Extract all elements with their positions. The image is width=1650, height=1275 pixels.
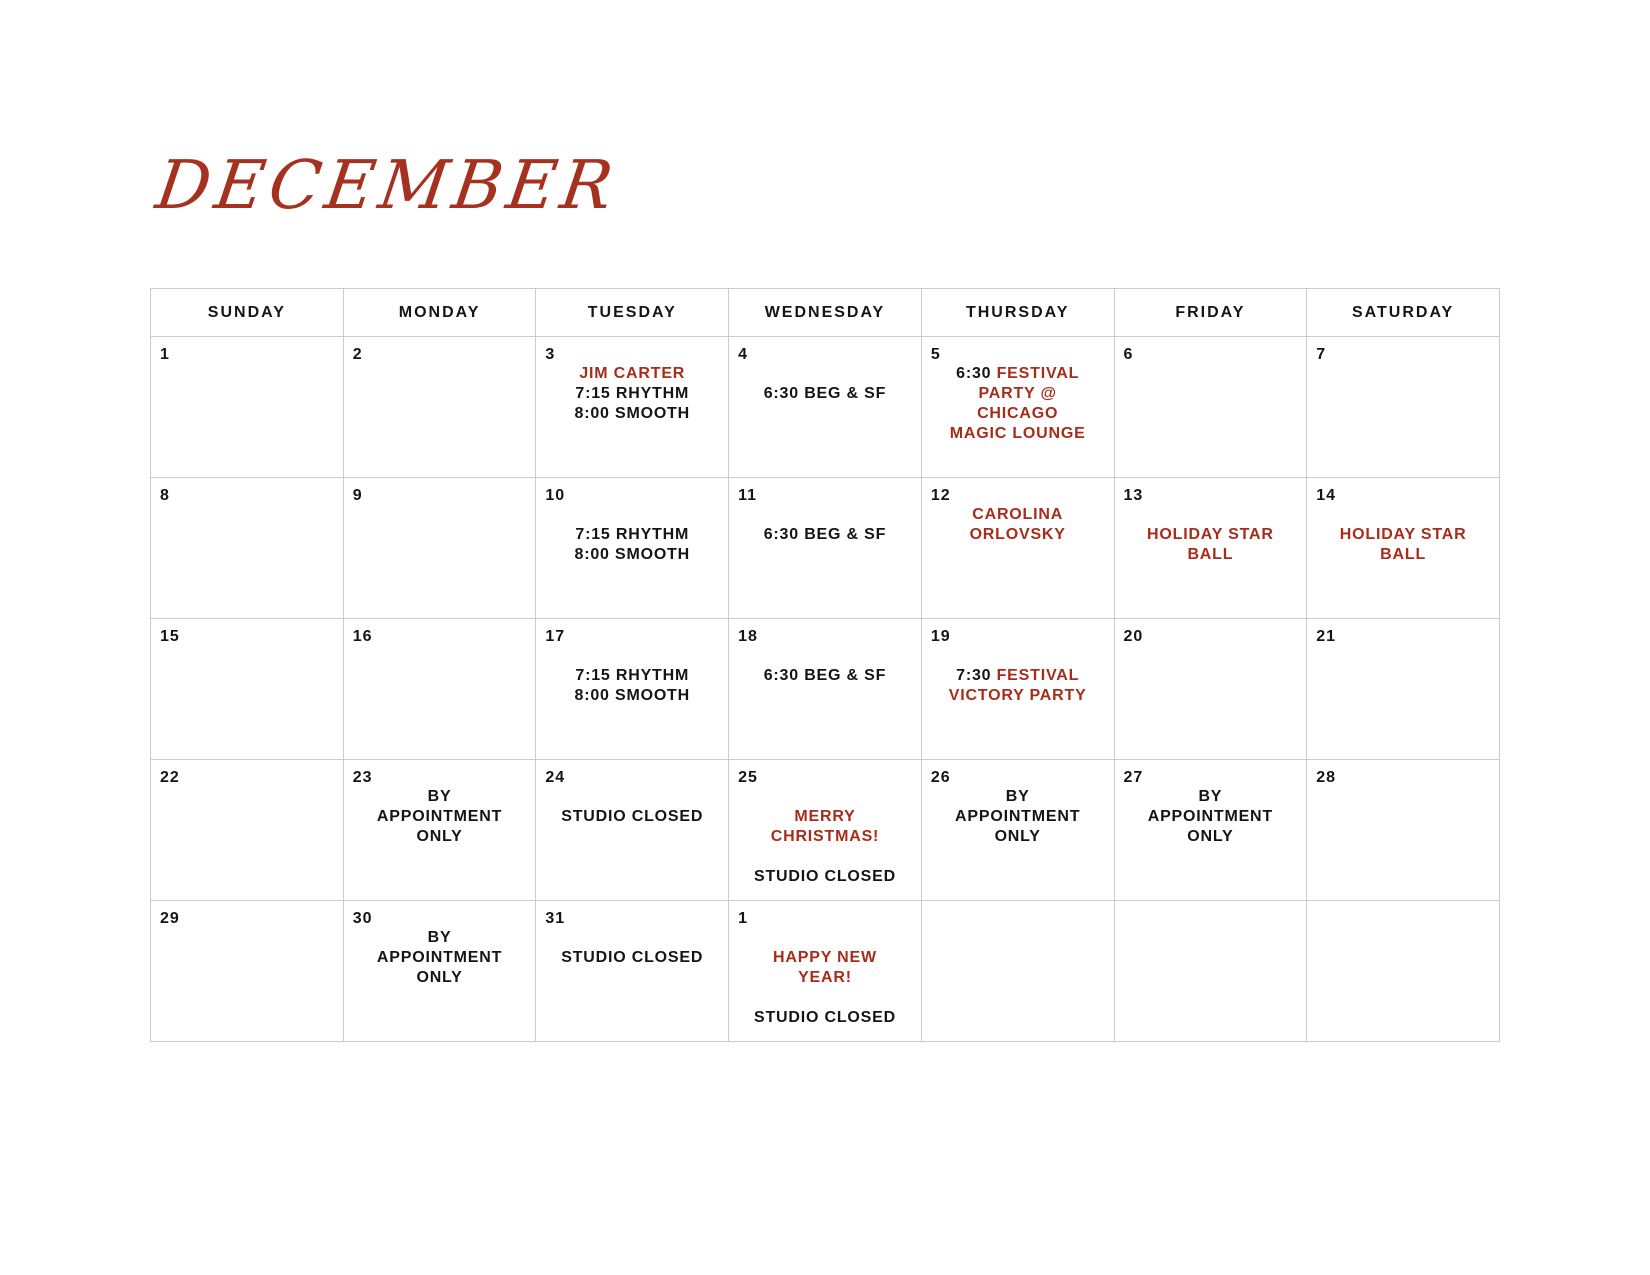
event-line	[734, 867, 916, 887]
calendar-cell-day-2	[343, 337, 536, 478]
event-line	[927, 666, 1109, 686]
blank-line	[734, 505, 916, 525]
calendar-cell-day-19	[921, 619, 1114, 760]
blank-line	[1120, 505, 1302, 525]
calendar-cell-day-6	[1114, 337, 1307, 478]
day-events	[729, 928, 921, 1028]
event-segment: STUDIO CLOSED	[561, 808, 704, 825]
calendar-cell-day-8	[151, 478, 344, 619]
calendar-cell-day-4	[729, 337, 922, 478]
day-number: 4	[738, 346, 749, 363]
blank-line	[734, 787, 916, 807]
day-number: 22	[160, 769, 180, 786]
calendar-cell-day-21	[1307, 619, 1500, 760]
calendar-cell-day-12	[921, 478, 1114, 619]
calendar-cell-day-22	[151, 760, 344, 901]
event-segment: BY	[427, 788, 452, 805]
day-events	[536, 928, 728, 968]
day-events	[729, 505, 921, 545]
event-line	[927, 827, 1109, 847]
event-segment: BALL	[1380, 546, 1427, 563]
day-number: 23	[352, 769, 373, 786]
event-segment: 7:15 RHYTHM	[575, 385, 690, 402]
event-line	[734, 384, 916, 404]
event-segment: 7:15 RHYTHM	[575, 667, 690, 684]
event-segment: 7:15 RHYTHM	[575, 526, 690, 543]
event-line	[734, 807, 916, 827]
calendar-cell-day-18	[729, 619, 922, 760]
calendar-cell-day-16	[343, 619, 536, 760]
event-line	[927, 404, 1109, 424]
event-segment: ONLY	[1187, 828, 1234, 845]
blank-line	[734, 988, 916, 1008]
event-line	[734, 1008, 916, 1028]
blank-line	[541, 928, 723, 948]
calendar-cell-day-7	[1307, 337, 1500, 478]
calendar-cell-day-5	[921, 337, 1114, 478]
event-segment: HOLIDAY STAR	[1339, 526, 1467, 543]
event-line	[734, 827, 916, 847]
event-segment: 6:30	[956, 365, 997, 382]
event-line	[1120, 525, 1302, 545]
calendar-cell-day-27	[1114, 760, 1307, 901]
weekday-header-saturday: SATURDAY	[1307, 289, 1500, 337]
calendar-cell-day-20	[1114, 619, 1307, 760]
day-events	[922, 505, 1114, 545]
event-segment: APPOINTMENT	[376, 808, 503, 825]
day-number: 29	[160, 910, 180, 927]
weekday-header-monday: MONDAY	[343, 289, 536, 337]
day-events	[536, 646, 728, 706]
event-segment: HOLIDAY STAR	[1147, 526, 1274, 543]
event-line	[541, 525, 723, 545]
calendar-cell-day-14	[1307, 478, 1500, 619]
event-line	[927, 787, 1109, 807]
event-segment: 6:30 BEG & SF	[763, 385, 887, 402]
calendar-cell-day-28	[1307, 760, 1500, 901]
event-segment: BY	[427, 929, 452, 946]
calendar-week-row	[151, 478, 1500, 619]
calendar-week-row	[151, 337, 1500, 478]
day-number: 10	[545, 487, 566, 504]
event-line	[349, 787, 531, 807]
day-number: 19	[930, 628, 951, 645]
event-line	[1120, 807, 1302, 827]
blank-line	[1312, 505, 1494, 525]
event-line	[349, 948, 531, 968]
calendar-cell-day-15	[151, 619, 344, 760]
calendar-cell-day-31	[536, 901, 729, 1042]
day-number: 28	[1316, 769, 1337, 786]
weekday-header-friday: FRIDAY	[1114, 289, 1307, 337]
event-line	[541, 948, 723, 968]
event-segment: 8:00 SMOOTH	[574, 405, 690, 422]
day-number: 26	[930, 769, 951, 786]
calendar-table	[150, 288, 1500, 1042]
event-segment: APPOINTMENT	[955, 808, 1081, 825]
event-segment: HAPPY NEW	[773, 949, 877, 966]
day-events	[922, 364, 1114, 444]
day-number: 14	[1316, 487, 1337, 504]
event-line	[1312, 525, 1494, 545]
event-line	[927, 686, 1109, 706]
day-events	[536, 787, 728, 827]
day-number: 25	[738, 769, 758, 786]
event-segment: BALL	[1187, 546, 1234, 563]
day-number: 31	[545, 910, 566, 927]
day-events	[1307, 505, 1499, 565]
event-line	[1120, 827, 1302, 847]
calendar-cell-day-13	[1114, 478, 1307, 619]
day-number: 5	[930, 346, 941, 363]
event-line	[734, 525, 916, 545]
day-events	[344, 787, 536, 847]
event-line	[541, 384, 723, 404]
event-segment: ONLY	[416, 828, 463, 845]
day-number: 21	[1316, 628, 1337, 645]
day-number: 7	[1316, 346, 1327, 363]
event-segment: STUDIO CLOSED	[561, 949, 704, 966]
event-line	[541, 545, 723, 565]
calendar-week-row	[151, 760, 1500, 901]
event-segment: VICTORY PARTY	[948, 687, 1087, 704]
event-segment: 6:30 BEG & SF	[763, 526, 887, 543]
calendar-cell-day-1	[151, 337, 344, 478]
event-segment: BY	[1005, 788, 1030, 805]
event-segment: 6:30 BEG & SF	[763, 667, 887, 684]
day-number: 16	[352, 628, 373, 645]
day-number: 20	[1123, 628, 1144, 645]
event-segment: CAROLINA	[972, 506, 1064, 523]
calendar-cell-day-30	[343, 901, 536, 1042]
event-segment: FESTIVAL	[996, 365, 1080, 382]
event-segment: MERRY	[794, 808, 856, 825]
blank-line	[541, 787, 723, 807]
event-line	[927, 525, 1109, 545]
event-segment: MAGIC LOUNGE	[949, 425, 1086, 442]
event-line	[927, 424, 1109, 444]
day-events	[344, 928, 536, 988]
day-events	[536, 364, 728, 424]
calendar-cell-day-17	[536, 619, 729, 760]
weekday-header-row	[151, 289, 1500, 337]
day-number: 18	[738, 628, 758, 645]
event-line	[541, 686, 723, 706]
day-number: 30	[352, 910, 373, 927]
blank-line	[541, 505, 723, 525]
event-segment: 8:00 SMOOTH	[574, 687, 690, 704]
calendar-cell-day-24	[536, 760, 729, 901]
calendar-body	[151, 337, 1500, 1042]
calendar-cell-day-3	[536, 337, 729, 478]
blank-line	[927, 646, 1109, 666]
day-number: 1	[738, 910, 749, 927]
day-events	[536, 505, 728, 565]
event-segment: STUDIO CLOSED	[753, 868, 896, 885]
weekday-header-sunday: SUNDAY	[151, 289, 344, 337]
event-segment: ORLOVSKY	[969, 526, 1066, 543]
event-line	[541, 364, 723, 384]
day-events	[729, 646, 921, 686]
calendar-cell-day-26	[921, 760, 1114, 901]
event-line	[349, 807, 531, 827]
event-segment: APPOINTMENT	[1147, 808, 1273, 825]
day-events	[729, 787, 921, 887]
day-events	[922, 646, 1114, 706]
event-line	[734, 968, 916, 988]
day-number	[1307, 901, 1499, 928]
event-line	[1120, 787, 1302, 807]
event-line	[927, 807, 1109, 827]
day-number: 8	[160, 487, 170, 504]
event-segment: PARTY @	[978, 385, 1057, 402]
event-line	[927, 384, 1109, 404]
event-segment: YEAR!	[798, 969, 852, 986]
event-segment: ONLY	[994, 828, 1041, 845]
event-line	[541, 666, 723, 686]
day-number: 12	[930, 487, 951, 504]
weekday-header-wednesday: WEDNESDAY	[729, 289, 922, 337]
calendar-week-row	[151, 901, 1500, 1042]
blank-line	[541, 646, 723, 666]
day-number: 1	[160, 346, 170, 363]
day-number: 9	[352, 487, 363, 504]
event-segment: STUDIO CLOSED	[753, 1009, 896, 1026]
day-number: 27	[1123, 769, 1144, 786]
event-segment: FESTIVAL	[996, 667, 1080, 684]
day-number: 17	[545, 628, 566, 645]
month-title: DECEMBER	[151, 146, 623, 224]
day-events	[922, 787, 1114, 847]
event-line	[927, 505, 1109, 525]
day-number: 15	[160, 628, 180, 645]
day-number: 11	[738, 487, 758, 504]
calendar-cell-empty	[1114, 901, 1307, 1042]
calendar-cell-day-11	[729, 478, 922, 619]
blank-line	[734, 928, 916, 948]
blank-line	[734, 847, 916, 867]
event-line	[734, 948, 916, 968]
day-number: 24	[545, 769, 566, 786]
weekday-header-thursday: THURSDAY	[921, 289, 1114, 337]
event-segment: CHICAGO	[977, 405, 1059, 422]
calendar-cell-empty	[1307, 901, 1500, 1042]
blank-line	[734, 646, 916, 666]
calendar-cell-day-9	[343, 478, 536, 619]
day-number	[1115, 901, 1307, 928]
event-segment: CHRISTMAS!	[770, 828, 880, 845]
calendar-header	[151, 289, 1500, 337]
day-events	[1115, 787, 1307, 847]
blank-line	[734, 364, 916, 384]
event-segment: JIM CARTER	[579, 365, 686, 382]
day-number: 6	[1123, 346, 1134, 363]
day-number	[922, 901, 1114, 928]
event-line	[927, 364, 1109, 384]
weekday-header-tuesday: TUESDAY	[536, 289, 729, 337]
event-segment: APPOINTMENT	[376, 949, 503, 966]
day-events	[1115, 505, 1307, 565]
calendar-cell-day-23	[343, 760, 536, 901]
event-line	[1120, 545, 1302, 565]
event-line	[349, 928, 531, 948]
event-segment: 8:00 SMOOTH	[574, 546, 690, 563]
day-events	[729, 364, 921, 404]
event-line	[541, 404, 723, 424]
event-line	[541, 807, 723, 827]
event-line	[734, 666, 916, 686]
event-line	[349, 968, 531, 988]
event-segment: BY	[1198, 788, 1223, 805]
day-number: 2	[352, 346, 363, 363]
calendar-cell-day-25	[729, 760, 922, 901]
calendar-cell-day-10	[536, 478, 729, 619]
event-segment: 7:30	[956, 667, 997, 684]
calendar-cell-day-29	[151, 901, 344, 1042]
calendar-week-row	[151, 619, 1500, 760]
day-number: 13	[1123, 487, 1144, 504]
event-segment: ONLY	[416, 969, 463, 986]
day-number: 3	[545, 346, 556, 363]
event-line	[1312, 545, 1494, 565]
event-line	[349, 827, 531, 847]
calendar-cell-empty	[921, 901, 1114, 1042]
calendar-cell-day-1	[729, 901, 922, 1042]
